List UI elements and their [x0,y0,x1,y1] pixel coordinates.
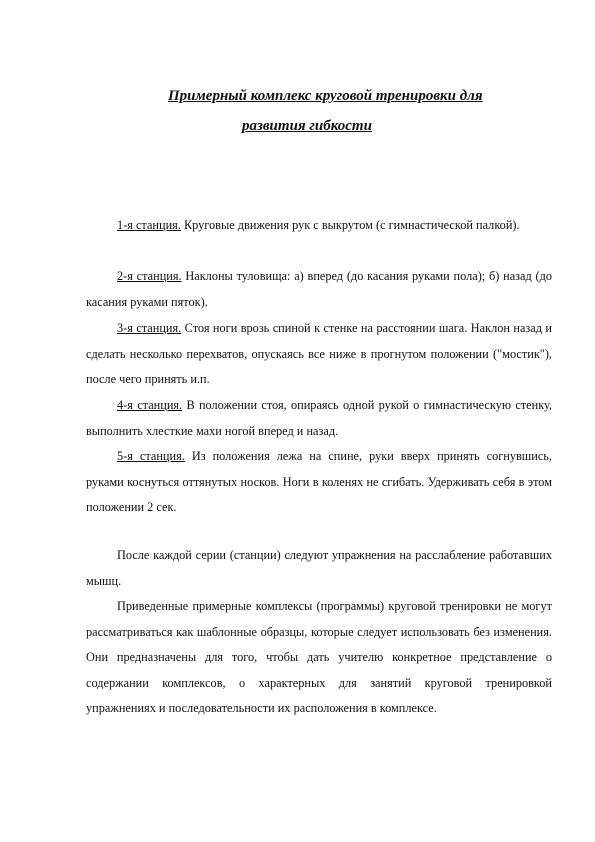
station-5-label: 5-я станция. [117,449,185,463]
document-title-line-2: развития гибкости [242,118,372,134]
station-1-text: Круговые движения рук с выкрутом (с гимнастической палкой). [180,218,520,232]
station-4-text: В положении стоя, опираясь одной рукой о гимнастическую стенку, выполнить хлесткие махи ногой вперед и назад. [86,398,553,438]
station-5-paragraph [86,444,552,521]
station-3-text: Стоя ноги врозь спиной к стенке на расстоянии шага. Наклон назад и сделать несколько перехватов, опускаясь все ниже в прогнутом положении ("мостик"), после чего принять и.п. [86,321,552,386]
station-2-label: 2-я станция. [117,269,182,283]
station-4-label: 4-я станция. [117,398,183,412]
conclusion-paragraph: Приведенные примерные комплексы (программы) круговой тренировки не могут рассматриваться как шаблонные образцы, которые следует использовать без изменения. Они предназначены для того, чтобы дать учителю конкретное представление о содержании комплексов, о характерных для занятий круговой тренировкой упражнениях и последовательности их расположения в комплексе. [86,599,552,715]
station-2-text: Наклоны туловища: а) вперед (до касания руками пола); б) назад (до касания руками пяток). [86,269,552,309]
document-title-line-1: Примерный комплекс круговой тренировки для [168,88,483,104]
station-1-paragraph [86,213,552,239]
station-4-paragraph [86,393,552,444]
station-3-label: 3-я станция. [117,321,182,335]
station-3-paragraph [86,316,552,393]
station-1-label: 1-я станция. [117,218,181,232]
station-2-paragraph [86,264,552,315]
relaxation-paragraph: После каждой серии (станции) следуют упражнения на расслабление работавших мышц. [86,548,552,588]
station-5-text: Из положения лежа на спине, руки вверх принять согнувшись, руками коснуться оттянутых носков. Ноги в коленях не сгибать. Удерживать себя в этом положении 2 сек. [86,449,552,514]
